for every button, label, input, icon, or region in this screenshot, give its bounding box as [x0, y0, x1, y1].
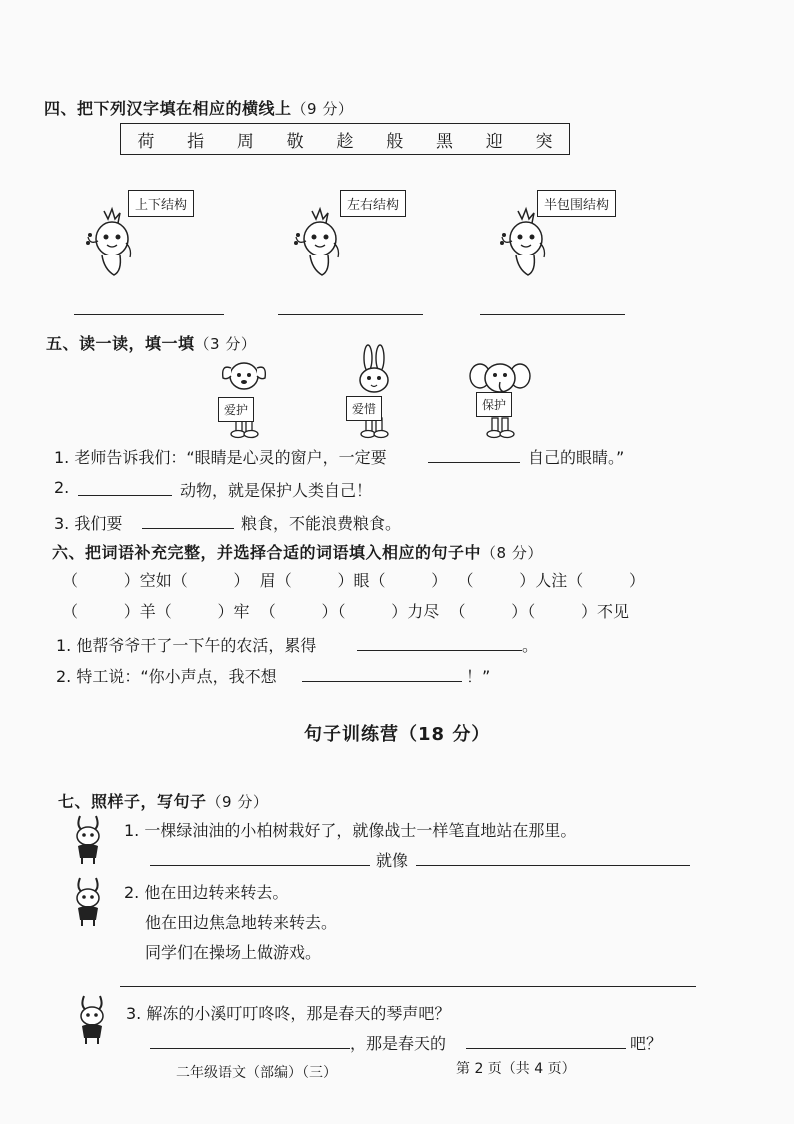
- bunny-icon: [70, 994, 116, 1046]
- char: 荷: [137, 131, 155, 152]
- section-6-heading: [52, 540, 543, 563]
- question-text: 吧？: [630, 1034, 663, 1053]
- question-text: 。: [522, 636, 539, 655]
- char: 趁: [336, 131, 354, 152]
- speech-bubble: 半包围结构: [537, 190, 616, 217]
- speech-bubble: 左右结构: [340, 190, 406, 217]
- question-6-1: 1. 他帮爷爷干了一下午的农活，累得: [56, 636, 317, 655]
- answer-line[interactable]: [480, 314, 625, 315]
- answer-line[interactable]: [466, 1048, 626, 1049]
- section-7-points: （9 分）: [206, 793, 269, 811]
- sign-label: 爱惜: [346, 396, 382, 421]
- char: 迎: [485, 131, 503, 152]
- footer-page-number: 第 2 页（共 4 页）: [456, 1061, 576, 1077]
- answer-line[interactable]: [428, 462, 520, 463]
- idiom-row-1: （ ）空如（ ） 眉（ ）眼（ ） （ ）人注（ ）: [62, 571, 645, 590]
- section-5-title: 五、读一读，填一填: [46, 334, 195, 353]
- section-group-title: 句子训练营（18 分）: [304, 724, 491, 745]
- idiom-row-2: （ ）羊（ ）牢 （ ）（ ）力尽 （ ）（ ）不见: [62, 602, 629, 621]
- bunny-icon: [66, 814, 112, 866]
- question-text: ，那是春天的: [350, 1034, 447, 1053]
- section-4-heading: [44, 96, 353, 119]
- rabbit-icon: [344, 344, 404, 442]
- char: 黑: [435, 131, 453, 152]
- question-text: ！”: [466, 667, 491, 686]
- section-5-points: （3 分）: [194, 335, 257, 353]
- question-text: 自己的眼睛。”: [528, 448, 625, 467]
- answer-line[interactable]: [416, 865, 690, 866]
- sign-label: 爱护: [218, 397, 254, 422]
- section-7-title: 七、照样子，写句子: [58, 792, 207, 811]
- section-6-title: 六、把词语补充完整，并选择合适的词语填入相应的句子中: [52, 543, 482, 562]
- question-text: 同学们在操场上做游戏。: [145, 943, 322, 962]
- question-7-2: 2. 他在田边转来转去。: [124, 883, 289, 902]
- section-5-heading: [46, 331, 256, 354]
- answer-line[interactable]: [78, 495, 172, 496]
- speech-bubble: 上下结构: [128, 190, 194, 217]
- sign-label: 保护: [476, 392, 512, 417]
- char: 突: [535, 131, 553, 152]
- char: 指: [187, 131, 205, 152]
- answer-line[interactable]: [302, 681, 462, 682]
- question-text: 动物，就是保护人类自己！: [180, 481, 373, 500]
- question-7-3: 3. 解冻的小溪叮叮咚咚，那是春天的琴声吧？: [126, 1004, 451, 1023]
- question-7-1: 1. 一棵绿油油的小柏树栽好了，就像战士一样笔直地站在那里。: [124, 821, 577, 840]
- char: 周: [236, 131, 254, 152]
- answer-line[interactable]: [74, 314, 224, 315]
- char: 敬: [286, 131, 304, 152]
- question-text: 1. 老师告诉我们：“眼睛是心灵的窗户，一定要: [54, 448, 387, 467]
- question-text: 他在田边焦急地转来转去。: [145, 913, 338, 932]
- char: 般: [386, 131, 404, 152]
- section-7-heading: [58, 789, 268, 812]
- character-box: [120, 123, 570, 155]
- question-5-2-number: 2.: [54, 478, 70, 497]
- section-6-points: （8 分）: [481, 544, 543, 562]
- answer-line[interactable]: [150, 865, 370, 866]
- answer-line[interactable]: [150, 1048, 350, 1049]
- answer-line[interactable]: [120, 986, 696, 987]
- answer-line[interactable]: [357, 650, 522, 651]
- answer-line[interactable]: [142, 528, 234, 529]
- question-text: 就像: [376, 851, 409, 870]
- answer-line[interactable]: [278, 314, 423, 315]
- question-5-1: [54, 445, 387, 468]
- question-text: 粮食，不能浪费粮食。: [241, 514, 402, 533]
- section-4-title: 四、把下列汉字填在相应的横线上: [44, 99, 292, 118]
- question-6-2: 2. 特工说：“你小声点，我不想: [56, 667, 277, 686]
- section-4-points: （9 分）: [291, 100, 354, 118]
- footer-subject: 二年级语文（部编）（三）: [176, 1065, 337, 1081]
- bunny-icon: [66, 876, 112, 928]
- question-5-3: 3. 我们要: [54, 514, 123, 533]
